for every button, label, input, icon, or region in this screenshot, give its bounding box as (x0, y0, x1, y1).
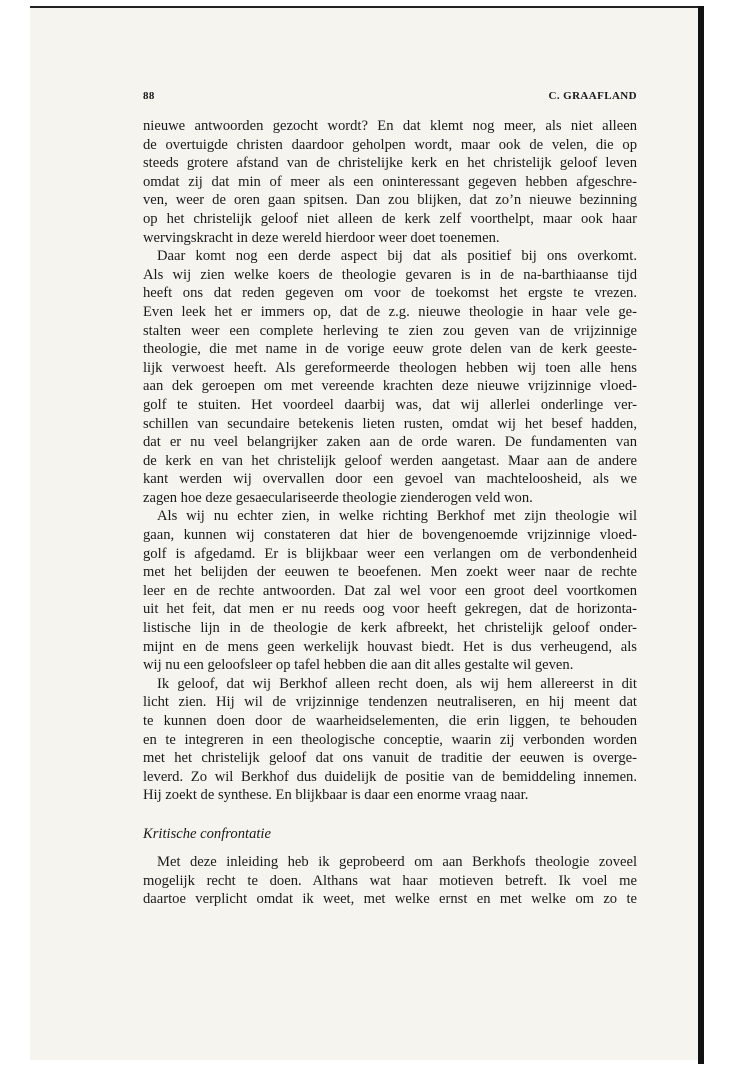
text-line: wij nu een geloofsleer op tafel hebben die aan dit alles gestalte wil geven. (143, 657, 574, 674)
text-line: lijk verwoest heeft. Als gereformeerde theologen hebben wij toen alle hens (143, 359, 637, 376)
text-line: wervingskracht in deze wereld hierdoor weer doet toenemen. (143, 229, 500, 246)
text-line: uit het feit, dat men er nu reeds oog voor heeft gekregen, dat de horizonta- (143, 601, 637, 618)
text-line: ven, weer de oren gaan spitsen. Dan zou blijken, dat zo’n nieuwe bezinning (143, 192, 637, 209)
text-line: zagen hoe deze gesaeculariseerde theologie zienderogen veld won. (143, 489, 533, 506)
body-text-section-1 (143, 117, 637, 805)
text-line: Even leek het er immers op, dat de z.g. nieuwe theologie in haar vele ge- (143, 303, 637, 320)
text-line: licht zien. Hij wil de vrijzinnige tendenzen neutraliseren, en hij meent dat (143, 694, 637, 711)
text-line: en te integreren in een theologische conceptie, waarin zij verbonden worden (143, 731, 637, 748)
text-line: te kunnen doen door de waarheidselementen, die erin liggen, te behouden (143, 713, 637, 729)
page-number: 88 (143, 90, 155, 102)
text-line: op het christelijk geloof niet alleen de kerk zelf voorthelpt, maar ook haar (143, 210, 637, 227)
text-line: gaan, kunnen wij constateren dat hier de bovengenoemde vrijzinnige vloed- (143, 527, 637, 544)
text-line: de kerk en van het christelijk geloof werden aangetast. Maar aan de andere (143, 452, 637, 469)
text-line: golf is afgedamd. Er is blijkbaar weer een verlangen om de verbondenheid (143, 545, 637, 562)
text-line: Als wij nu echter zien, in welke richting Berkhof met zijn theologie wil (157, 508, 637, 525)
text-line: nieuwe antwoorden gezocht wordt? En dat klemt nog meer, als niet alleen (143, 118, 637, 134)
text-line: listische lijn in de theologie de kerk afbreekt, het christelijk geloof onder- (143, 620, 637, 637)
text-line: schillen van secundaire betekenis lieten rusten, omdat wij het besef hadden, (143, 415, 637, 432)
text-line: theologie, die met name in de vorige eeuw grote delen van de kerk geeste- (143, 341, 637, 358)
text-line: mijnt en de mens geen werkelijk houvast biedt. Het is dus verheugend, als (143, 638, 637, 655)
text-line: Ik geloof, dat wij Berkhof alleen recht doen, als wij hem allereerst in dit (157, 675, 637, 692)
author-name: C. GRAAFLAND (548, 90, 637, 102)
text-line: Met deze inleiding heb ik geprobeerd om aan Berkhofs theologie zoveel (157, 854, 637, 870)
text-line: dat er nu veel belangrijker zaken aan de orde waren. De fundamenten van (143, 434, 637, 451)
section-heading: Kritische confrontatie (143, 826, 271, 842)
text-line: Hij zoekt de synthese. En blijkbaar is daar een enorme vraag naar. (143, 787, 529, 804)
text-line: met het belijden der eeuwen te beoefenen. Men zoekt weer naar de rechte (143, 564, 637, 581)
text-line: heeft ons dat reden gegeven om voor de toekomst het ergste te vrezen. (143, 285, 637, 302)
text-line: leer en de rechte antwoorden. Dat zal wel voor een groot deel voortkomen (143, 582, 637, 599)
text-line: omdat zij dat min of meer als een oninteressant gegeven hebben afgeschre- (143, 173, 637, 190)
page-right-edge (698, 6, 704, 1064)
text-line: mogelijk recht te doen. Althans wat haar motieven betreft. Ik voel me (143, 872, 637, 889)
text-line: kant werden wij overvallen door een gevoel van machteloosheid, als we (143, 471, 637, 488)
text-line: stalten weer een complete herleving te zien zou geven van de vrijzinnige (143, 322, 637, 339)
text-line: daartoe verplicht omdat ik weet, met welke ernst en met welke om zo te (143, 891, 637, 908)
text-line: Als wij zien welke koers de theologie gevaren is in de na-barthiaanse tijd (143, 266, 637, 283)
text-line: steeds grotere afstand van de christelijke kerk en het christelijk geloof leven (143, 155, 637, 172)
text-line: de overtuigde christen daardoor geholpen wordt, maar ook de velen, die op (143, 136, 637, 153)
text-line: met het christelijk geloof dat ons vanuit de traditie der eeuwen is overge- (143, 750, 637, 767)
text-line: aan dek geroepen om met vereende krachten deze nieuwe vrijzinnige vloed- (143, 378, 637, 395)
text-line: Daar komt nog een derde aspect bij dat als positief bij ons overkomt. (157, 248, 637, 265)
text-line: leverd. Zo wil Berkhof dus duidelijk de positie van de bemiddeling innemen. (143, 768, 637, 785)
body-text-section-2 (143, 853, 637, 909)
text-line: golf te stuiten. Het voordeel daarbij was, dat wij allerlei onderlinge ver- (143, 396, 637, 413)
